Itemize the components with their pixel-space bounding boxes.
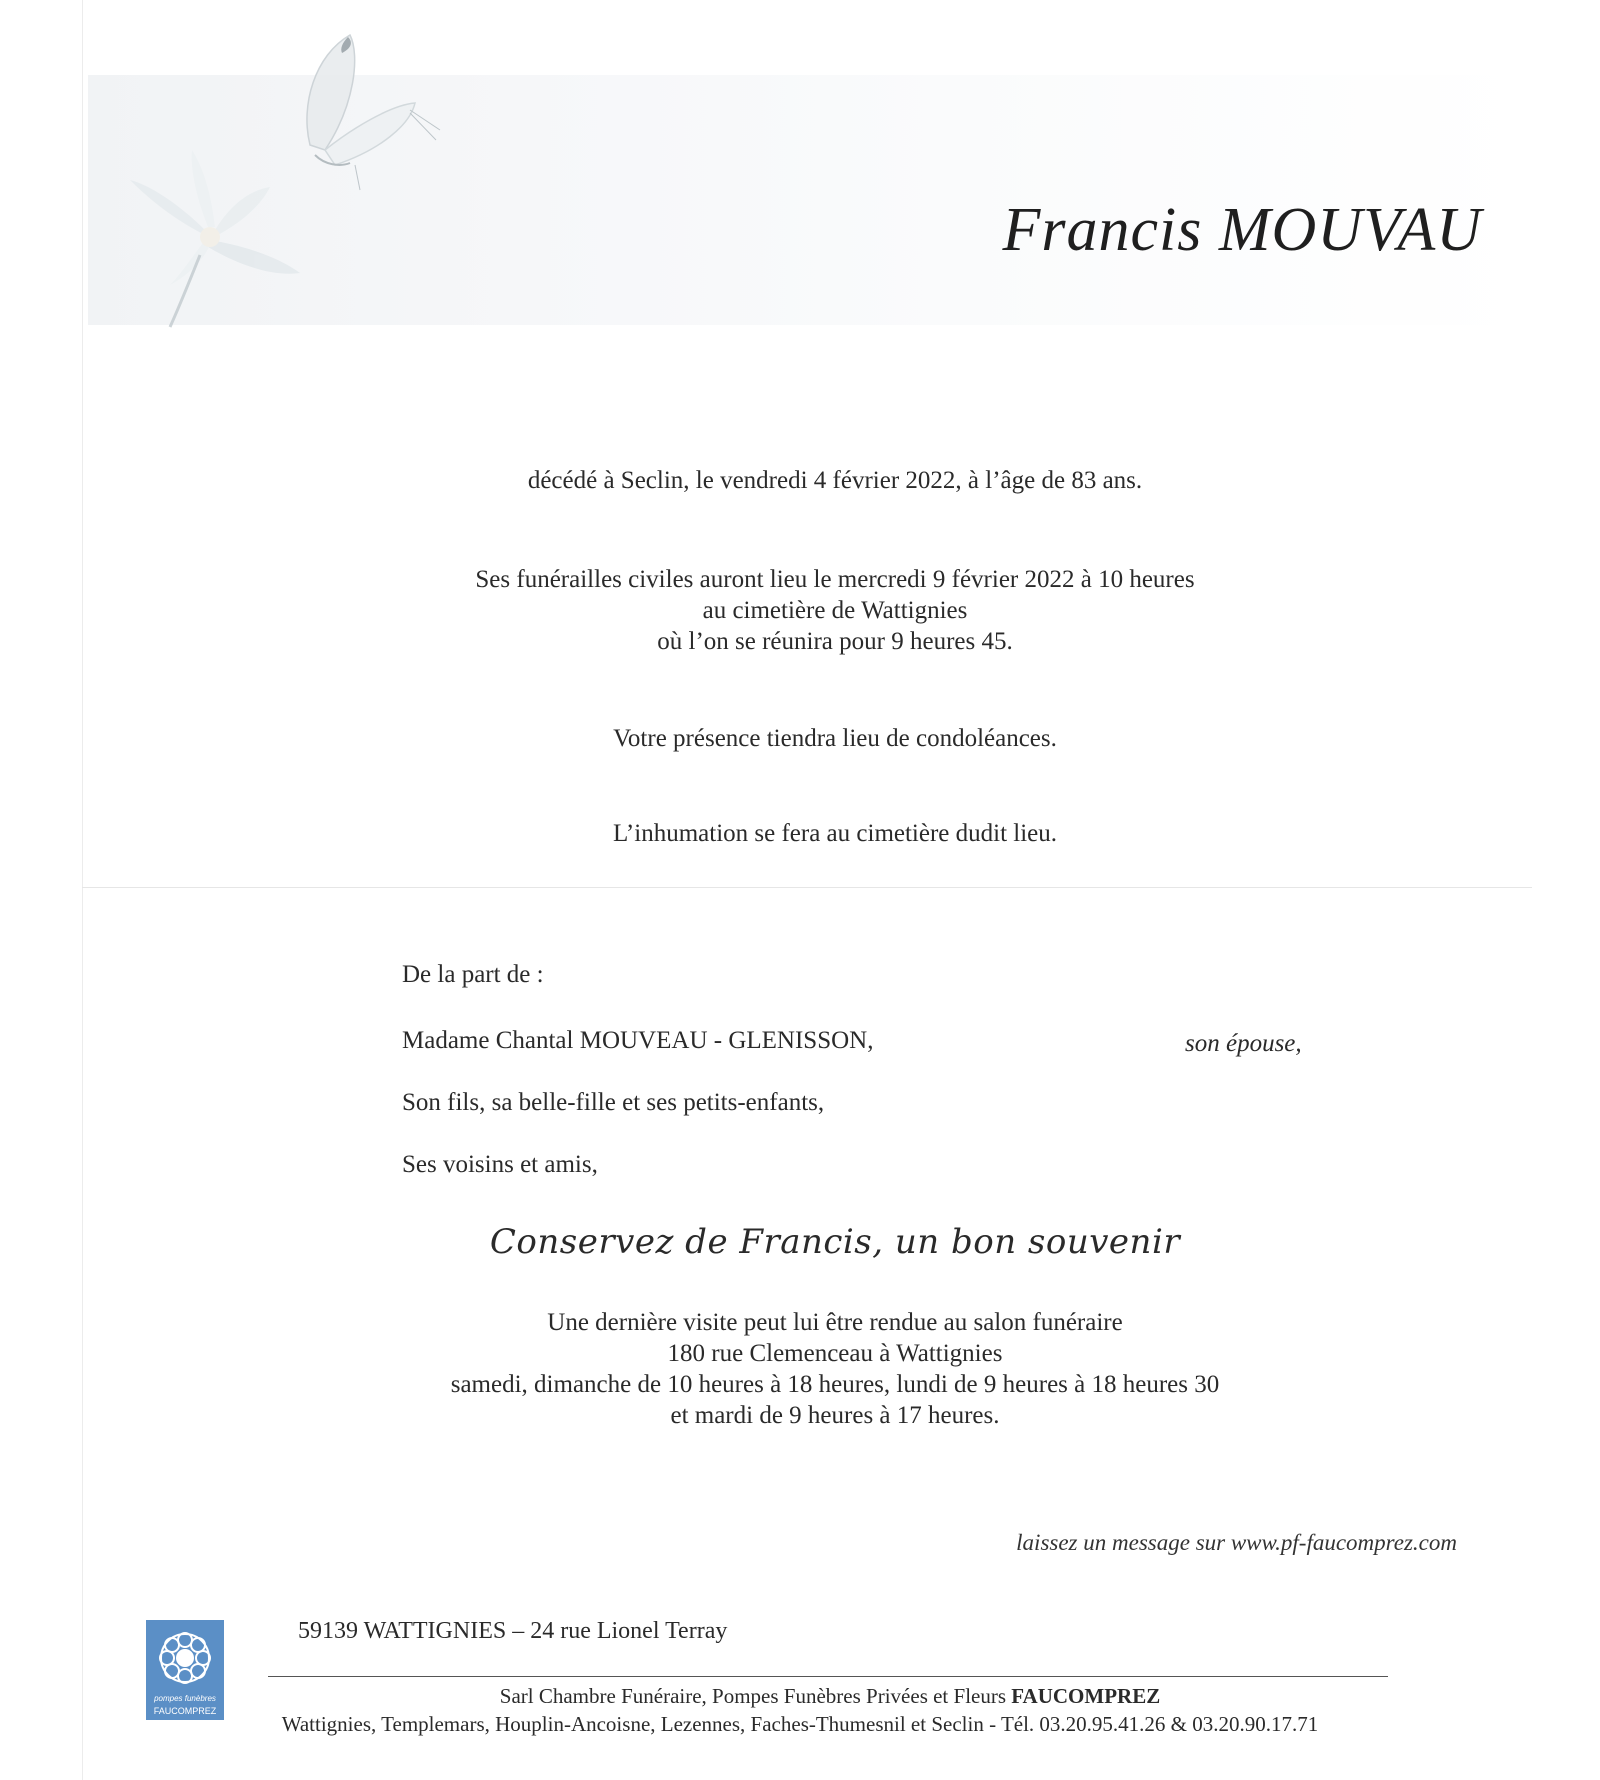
funeral-line: au cimetière de Wattignies: [702, 597, 968, 624]
footer-company-prefix: Sarl Chambre Funéraire, Pompes Funèbres Privées et Fleurs: [499, 1684, 1012, 1708]
visit-line: et mardi de 9 heures à 17 heures.: [670, 1402, 1000, 1429]
footer-company-name: FAUCOMPREZ: [1011, 1684, 1161, 1708]
burial-note: L’inhumation se fera au cimetière dudit lieu.: [612, 820, 1058, 847]
deceased-name-title: Francis MOUVAU: [1002, 196, 1482, 264]
funeral-line: où l’on se réunira pour 9 heures 45.: [657, 628, 1013, 655]
memory-phrase: Conservez de Francis, un bon souvenir: [489, 1222, 1181, 1262]
visit-line: 180 rue Clemenceau à Wattignies: [667, 1340, 1003, 1367]
visit-line: samedi, dimanche de 10 heures à 18 heures, lundi de 9 heures à 18 heures 30: [450, 1371, 1220, 1398]
friends-line: Ses voisins et amis,: [402, 1151, 598, 1178]
flower-icon: [130, 150, 300, 327]
visit-line: Une dernière visite peut lui être rendue au salon funéraire: [547, 1309, 1123, 1336]
footer-divider: [268, 1676, 1388, 1677]
butterfly-flower-illustration: [110, 15, 470, 335]
logo-caption-bottom: FAUCOMPREZ: [153, 1706, 217, 1716]
presence-note: Votre présence tiendra lieu de condoléances.: [613, 725, 1057, 752]
fold-divider: [82, 887, 1532, 888]
address: 59139 WATTIGNIES – 24 rue Lionel Terray: [298, 1618, 728, 1644]
family-line: Son fils, sa belle-fille et ses petits-enfants,: [402, 1089, 825, 1116]
spouse-role: son épouse,: [1185, 1030, 1302, 1057]
visit-details: [0, 1307, 1600, 1431]
web-message: laissez un message sur www.pf-faucomprez.com: [1016, 1530, 1457, 1555]
death-notice: décédé à Seclin, le vendredi 4 février 2022, à l’âge de 83 ans.: [527, 467, 1143, 494]
spouse-name: Madame Chantal MOUVEAU - GLENISSON,: [402, 1027, 874, 1054]
footer-locations: Wattignies, Templemars, Houplin-Ancoisne, Lezennes, Faches-Thumesnil et Seclin - Tél. 03.20.95.41.26 & 03.20.90.17.71: [281, 1712, 1319, 1736]
funeral-details: [0, 564, 1600, 657]
logo-caption-top: pompes funèbres: [154, 1694, 216, 1703]
funeral-line: Ses funérailles civiles auront lieu le mercredi 9 février 2022 à 10 heures: [475, 566, 1195, 593]
footer-company: [0, 1684, 1600, 1709]
page-edge: [82, 0, 83, 1780]
from-intro: De la part de :: [402, 961, 544, 988]
butterfly-icon: [307, 35, 440, 190]
